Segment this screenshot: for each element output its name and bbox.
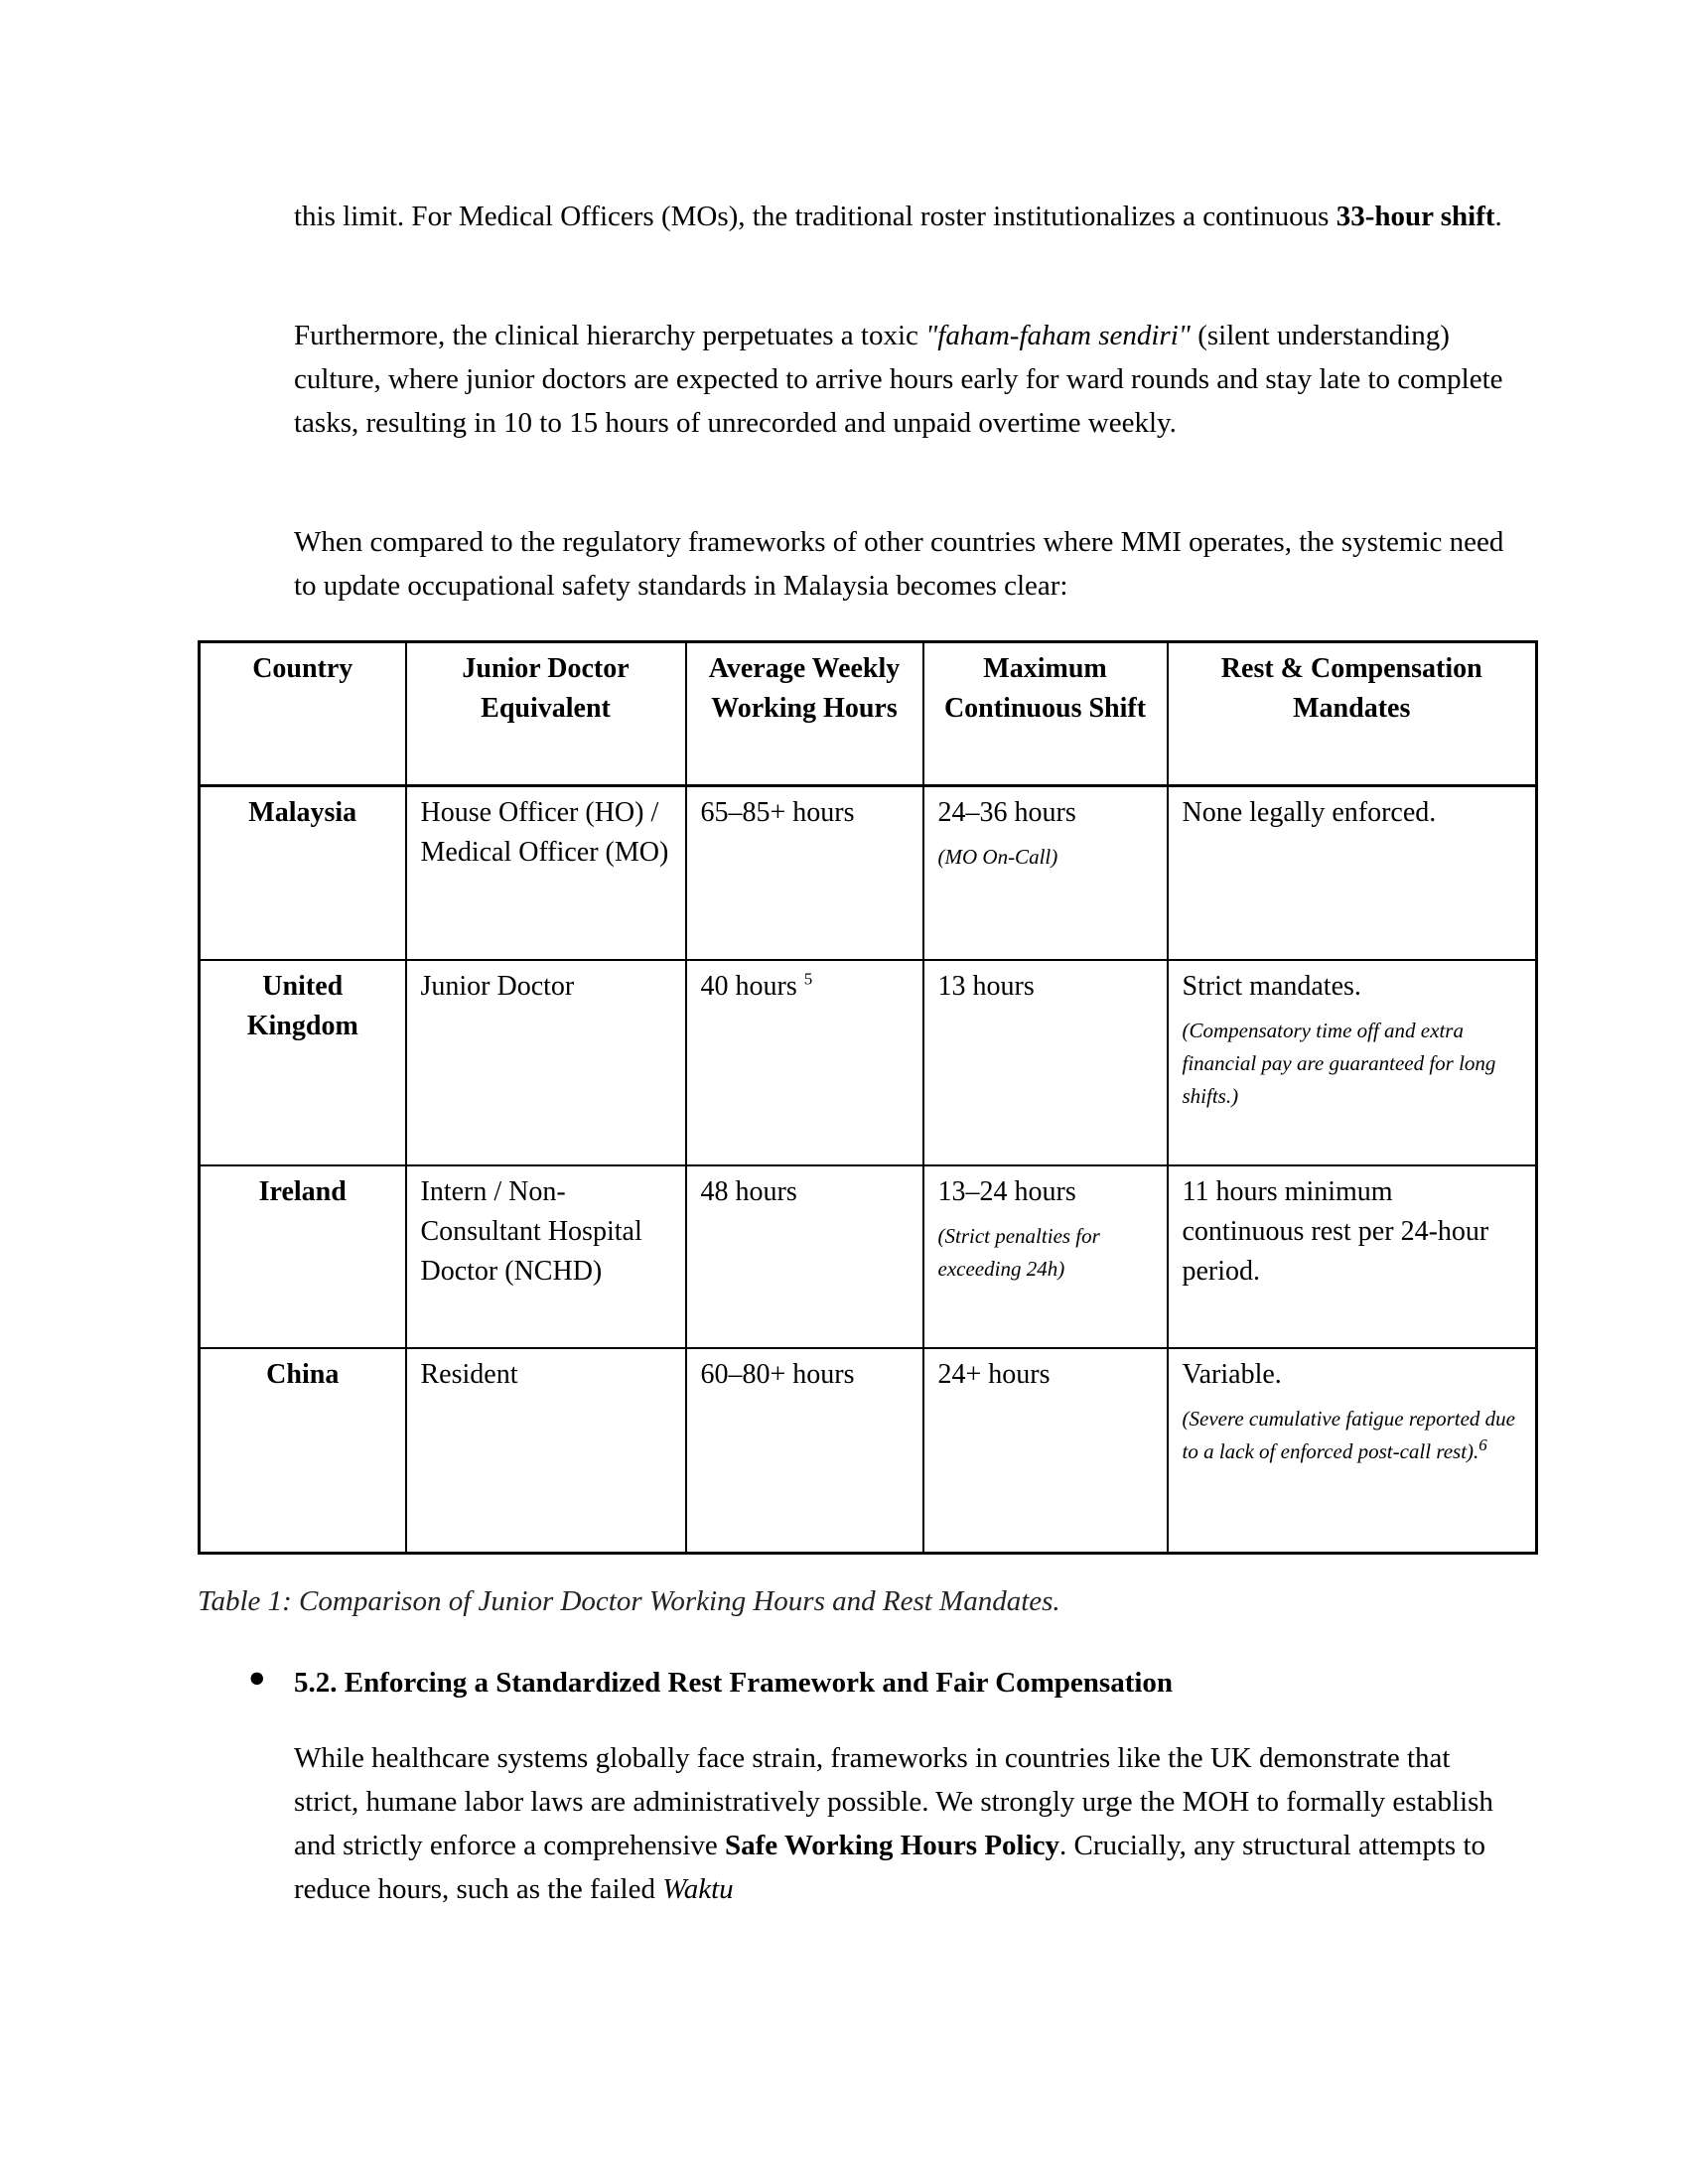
- country-cell: Ireland: [200, 1165, 406, 1348]
- equivalent-cell: Resident: [406, 1348, 686, 1554]
- footnote-ref: 6: [1478, 1434, 1487, 1454]
- table-row: [200, 786, 1537, 960]
- text: .: [1494, 201, 1502, 232]
- weekly-cell: [686, 1348, 923, 1554]
- bullet-icon: ●: [248, 1662, 266, 1694]
- text: (silent understanding) culture, where junior doctors are expected to arrive hours early for ward rounds and stay late to complete tasks, resulting in 10 to 15 hours of unrecorded and unpaid overtime weekly.: [294, 320, 1503, 439]
- equivalent-cell: Intern / Non-Consultant Hospital Doctor (NCHD): [406, 1165, 686, 1348]
- weekly-hours: 40 hours: [700, 970, 804, 1002]
- comparison-table: [198, 640, 1538, 1555]
- paragraph-1: [294, 195, 1505, 238]
- weekly-hours: 60–80+ hours: [700, 1358, 855, 1390]
- table-row: [200, 1165, 1537, 1348]
- weekly-cell: [686, 1165, 923, 1348]
- country-cell: United Kingdom: [200, 960, 406, 1165]
- footnote-ref: 5: [803, 969, 813, 989]
- header-cell: Rest & Compensation Mandates: [1168, 642, 1537, 786]
- rest-text: Strict mandates.: [1182, 970, 1361, 1002]
- rest-cell: [1168, 1165, 1537, 1348]
- rest-text: 11 hours minimum continuous rest per 24-hour period.: [1182, 1175, 1489, 1287]
- header-cell: Maximum Continuous Shift: [923, 642, 1168, 786]
- section-heading: 5.2. Enforcing a Standardized Rest Framework and Fair Compensation: [294, 1667, 1174, 1699]
- weekly-hours: 48 hours: [700, 1175, 797, 1207]
- shift-hours: 24–36 hours: [937, 797, 1076, 828]
- weekly-cell: [686, 786, 923, 960]
- equivalent-cell: Junior Doctor: [406, 960, 686, 1165]
- rest-cell: [1168, 1348, 1537, 1554]
- shift-note: (MO On-Call): [937, 845, 1058, 869]
- rest-cell: [1168, 786, 1537, 960]
- shift-cell: [923, 1165, 1168, 1348]
- header-cell: Junior Doctor Equivalent: [406, 642, 686, 786]
- weekly-cell: [686, 960, 923, 1165]
- shift-note: (Strict penalties for exceeding 24h): [937, 1223, 1100, 1281]
- country-cell: Malaysia: [200, 786, 406, 960]
- header-cell: Country: [200, 642, 406, 786]
- table-row: [200, 960, 1537, 1165]
- table-header-row: [200, 642, 1537, 786]
- header-cell: Average Weekly Working Hours: [686, 642, 923, 786]
- shift-cell: [923, 786, 1168, 960]
- italic-text: "faham-faham sendiri": [925, 320, 1191, 351]
- weekly-hours: 65–85+ hours: [700, 797, 855, 828]
- table-caption: Table 1: Comparison of Junior Doctor Working Hours and Rest Mandates.: [198, 1585, 1060, 1617]
- rest-note-text: (Severe cumulative fatigue reported due to a lack of enforced post-call rest).: [1182, 1406, 1515, 1463]
- shift-cell: [923, 1348, 1168, 1554]
- country-cell: China: [200, 1348, 406, 1554]
- text: this limit. For Medical Officers (MOs), the traditional roster institutionalizes a continuous: [294, 201, 1336, 232]
- paragraph-3: When compared to the regulatory frameworks of other countries where MMI operates, the systemic need to update occupational safety standards in Malaysia becomes clear:: [294, 526, 1504, 602]
- rest-note: (Compensatory time off and extra financial pay are guaranteed for long shifts.): [1182, 1018, 1496, 1108]
- text: Furthermore, the clinical hierarchy perpetuates a toxic: [294, 320, 926, 351]
- paragraph-4: [294, 1736, 1505, 1911]
- shift-hours: 24+ hours: [937, 1358, 1051, 1390]
- text: . Crucially, any structural attempts to reduce hours, such as the failed: [294, 1830, 1486, 1905]
- paragraph-2: [294, 314, 1505, 445]
- bold-text: 33-hour shift: [1336, 201, 1495, 232]
- shift-hours: 13 hours: [937, 970, 1035, 1002]
- text: While healthcare systems globally face strain, frameworks in countries like the UK demonstrate that strict, humane labor laws are administratively possible. We strongly urge the MOH to formally establish and strictly enforce a comprehensive: [294, 1742, 1493, 1861]
- italic-text: Waktu: [662, 1873, 734, 1905]
- equivalent-cell: House Officer (HO) / Medical Officer (MO): [406, 786, 686, 960]
- shift-cell: [923, 960, 1168, 1165]
- shift-hours: 13–24 hours: [937, 1175, 1076, 1207]
- rest-note: [1183, 1403, 1522, 1468]
- bold-text: Safe Working Hours Policy: [725, 1830, 1060, 1861]
- rest-text: None legally enforced.: [1182, 797, 1437, 828]
- rest-cell: [1168, 960, 1537, 1165]
- rest-text: Variable.: [1182, 1358, 1282, 1390]
- table-row: [200, 1348, 1537, 1554]
